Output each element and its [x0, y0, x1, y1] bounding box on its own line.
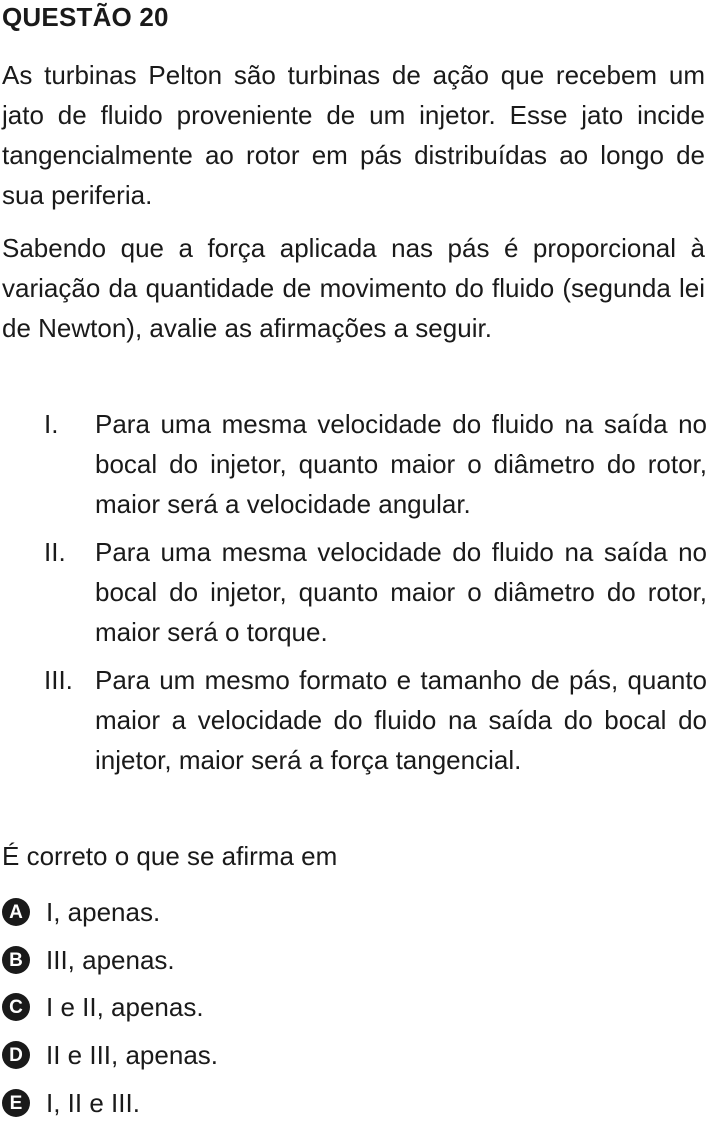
option-letter-badge: E [2, 1089, 30, 1117]
option-e[interactable] [2, 1083, 140, 1123]
statement-numeral: II. [44, 537, 66, 567]
option-text: II e III, apenas. [46, 1040, 218, 1070]
statement-text: Para uma mesma velocidade do fluido na saída no bocal do injetor, quanto maior o diâmetro do rotor, maior será o torque. [95, 537, 707, 647]
option-letter-badge: B [2, 946, 30, 974]
option-text: I e II, apenas. [46, 992, 204, 1022]
option-letter-badge: D [2, 1041, 30, 1069]
option-letter-badge: C [2, 993, 30, 1021]
option-a[interactable] [2, 892, 160, 932]
option-text: I, II e III. [46, 1088, 140, 1118]
question-paragraph-2: Sabendo que a força aplicada nas pás é proporcional à variação da quantidade de movimento do fluido (segunda lei de Newton), avalie as afirmações a seguir. [2, 233, 705, 343]
option-c[interactable] [2, 987, 204, 1027]
option-text: III, apenas. [46, 945, 175, 975]
option-letter-badge: A [2, 898, 30, 926]
statement-text: Para um mesmo formato e tamanho de pás, quanto maior a velocidade do fluido na saída do bocal do injetor, maior será a força tangencial. [95, 665, 707, 775]
option-d[interactable] [2, 1035, 218, 1075]
question-paragraph-1: As turbinas Pelton são turbinas de ação que recebem um jato de fluido proveniente de um injetor. Esse jato incide tangencialmente ao rotor em pás distribuídas ao longo de sua periferia. [2, 60, 705, 210]
option-text: I, apenas. [46, 897, 161, 927]
statement-numeral: I. [44, 409, 59, 439]
question-prompt: É correto o que se afirma em [2, 841, 338, 871]
option-b[interactable] [2, 940, 175, 980]
statement-text: Para uma mesma velocidade do fluido na saída no bocal do injetor, quanto maior o diâmetro do rotor, maior será a velocidade angular. [95, 409, 707, 519]
question-title: QUESTÃO 20 [2, 2, 169, 32]
statement-numeral: III. [44, 665, 73, 695]
